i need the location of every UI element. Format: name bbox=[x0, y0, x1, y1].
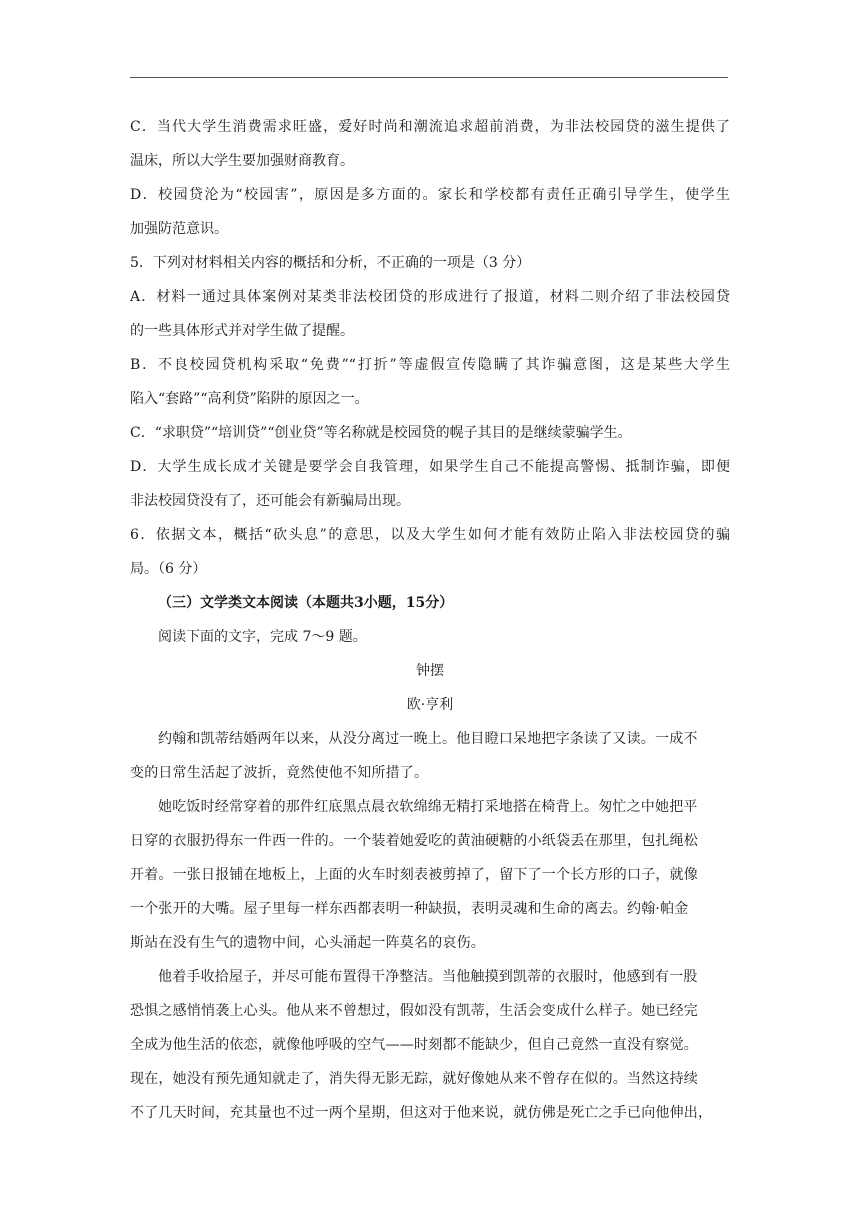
q4-option-c-line-2: 温床，所以大学生要加强财商教育。 bbox=[130, 153, 354, 169]
q5-option-b-line-1: B．不良校园贷机构采取“免费”“打折”等虚假宣传隐瞒了其诈骗意图，这是某些大学生 bbox=[130, 357, 730, 373]
story-para2-line-4: 一个张开的大嘴。屋子里每一样东西都表明一种缺损，表明灵魂和生命的离去。约翰·帕金 bbox=[130, 901, 689, 917]
q4-option-d-line-2: 加强防范意识。 bbox=[130, 221, 228, 237]
q5-option-d-line-1: D．大学生成长成才关键是要学会自我管理，如果学生自己不能提高警惕、抵制诈骗，即便 bbox=[130, 459, 730, 475]
q4-option-d-line-1: D．校园贷沦为“校园害”，原因是多方面的。家长和学校都有责任正确引导学生，使学生 bbox=[130, 187, 730, 203]
story-para3-line-2: 恐惧之感悄悄袭上心头。他从来不曾想过，假如没有凯蒂，生活会变成什么样子。她已经完 bbox=[130, 1003, 698, 1019]
story-para1-line-1: 约翰和凯蒂结婚两年以来，从没分离过一晚上。他目瞪口呆地把字条读了又读。一成不 bbox=[158, 731, 698, 747]
q4-option-c-line-1: C．当代大学生消费需求旺盛，爱好时尚和潮流追求超前消费，为非法校园贷的滋生提供了 bbox=[130, 119, 730, 135]
story-title: 钟摆 bbox=[416, 663, 444, 679]
q5-option-a-line-1: A．材料一通过具体案例对某类非法校团贷的形成进行了报道，材料二则介绍了非法校园贷 bbox=[130, 289, 730, 305]
story-para3-line-1: 他着手收拾屋子，并尽可能布置得干净整洁。当他触摸到凯蒂的衣服时，他感到有一股 bbox=[158, 969, 698, 985]
story-para3-line-4: 现在，她没有预先通知就走了，消失得无影无踪，就好像她从来不曾存在似的。当然这持续 bbox=[130, 1071, 698, 1087]
section3-instruction: 阅读下面的文字，完成 7～9 题。 bbox=[158, 629, 367, 645]
story-para2-line-5: 斯站在没有生气的遗物中间，心头涌起一阵莫名的哀伤。 bbox=[130, 935, 485, 951]
q5-option-c-line-1: C．“求职贷”“培训贷”“创业贷”等名称就是校园贷的幌子其目的是继续蒙骗学生。 bbox=[130, 425, 632, 441]
story-para2-line-1: 她吃饭时经常穿着的那件红底黑点晨衣软绵绵无精打采地搭在椅背上。匆忙之中她把平 bbox=[158, 799, 698, 815]
story-para2-line-2: 日穿的衣服扔得东一件西一件的。一个装着她爱吃的黄油硬糖的小纸袋丢在那里，包扎绳松 bbox=[130, 833, 698, 849]
q6-stem-line-1: 6．依据文本，概括“砍头息”的意思，以及大学生如何才能有效防止陷入非法校园贷的骗 bbox=[130, 527, 730, 543]
section3-heading: （三）文学类文本阅读（本题共3小题，15分） bbox=[158, 595, 454, 611]
page-content bbox=[130, 110, 730, 1130]
story-author: 欧·亨利 bbox=[406, 697, 454, 713]
q5-stem: 5．下列对材料相关内容的概括和分析，不正确的一项是（3 分） bbox=[130, 255, 531, 271]
q5-option-b-line-2: 陷入“套路”“高利贷”陷阱的原因之一。 bbox=[130, 391, 369, 407]
story-para2-line-3: 开着。一张日报铺在地板上，上面的火车时刻表被剪掉了，留下了一个长方形的口子，就像 bbox=[130, 867, 698, 883]
story-para3-line-3: 全成为他生活的依恋，就像他呼吸的空气——时刻都不能缺少，但自己竟然一直没有察觉。 bbox=[130, 1037, 698, 1053]
story-para3-line-5: 不了几天时间，充其量也不过一两个星期，但这对于他来说，就仿佛是死亡之手已向他伸出， bbox=[130, 1105, 713, 1121]
q5-option-a-line-2: 的一些具体形式并对学生做了提醒。 bbox=[130, 323, 354, 339]
header-rule bbox=[130, 77, 728, 78]
q5-option-d-line-2: 非法校园贷没有了，还可能会有新骗局出现。 bbox=[130, 493, 410, 509]
q6-stem-line-2: 局。（6 分） bbox=[130, 561, 207, 577]
story-para1-line-2: 变的日常生活起了波折，竟然使他不知所措了。 bbox=[130, 765, 429, 781]
